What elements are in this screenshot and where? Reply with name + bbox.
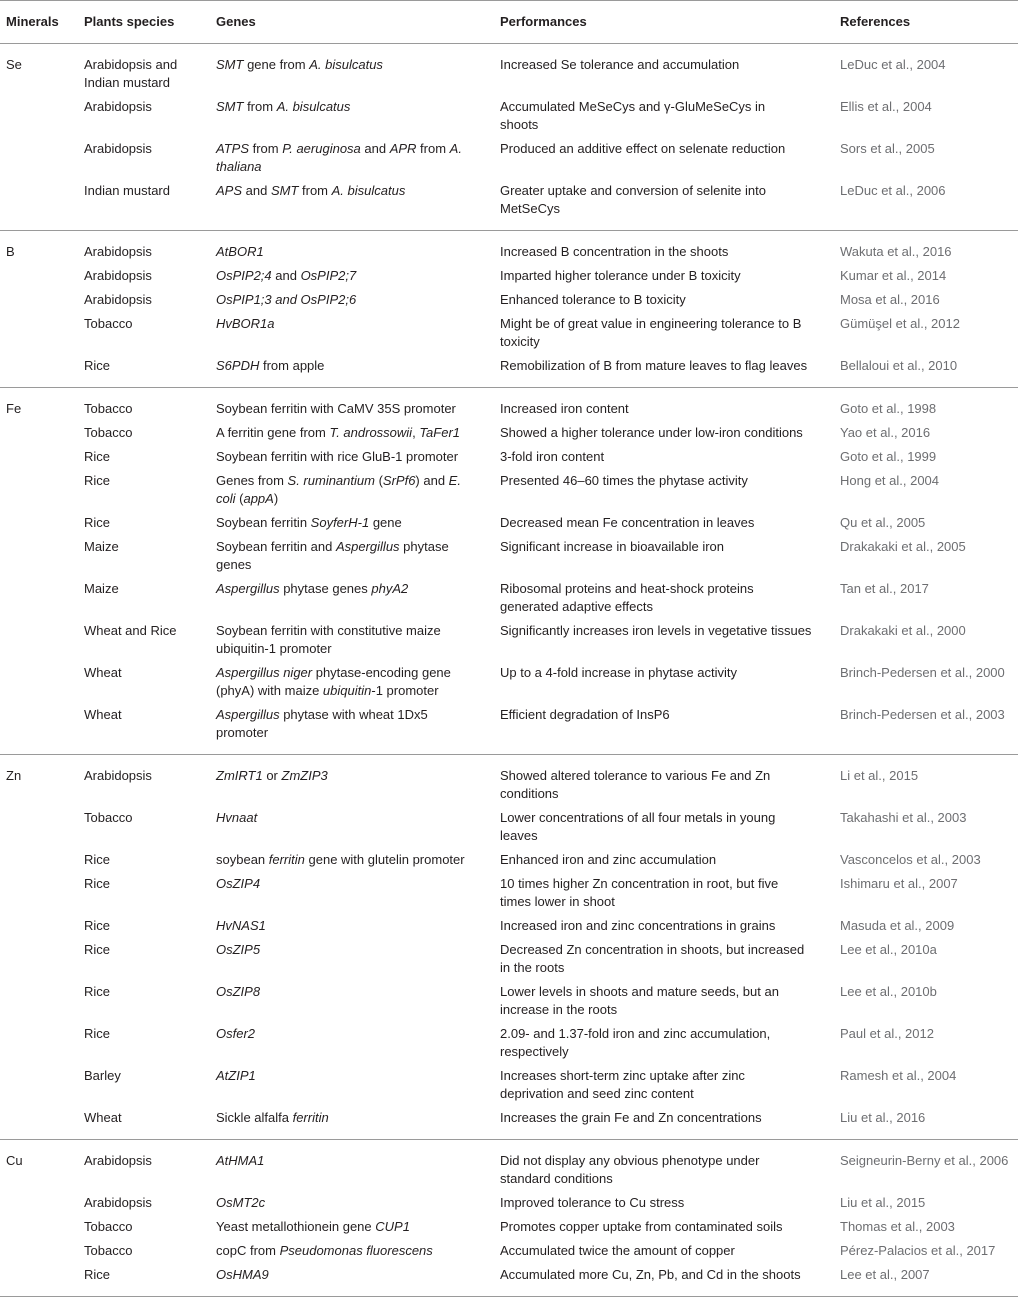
performance-cell: Showed altered tolerance to various Fe and Zn conditions [500,768,771,801]
performance-cell: Increased iron content [500,401,629,416]
table-header [0,1,1018,44]
plant-species-cell: Maize [84,539,119,554]
header-performances: Performances [494,1,834,44]
table-row [0,140,1018,182]
gene-text-segment: copC from [216,1243,280,1258]
gene-text-segment: soybean [216,852,269,867]
gene-text-segment: ZmIRT1 [216,768,263,783]
performance-cell: 3-fold iron content [500,449,605,464]
gene-text-segment: ferritin [268,852,305,867]
reference-cell: Ellis et al., 2004 [840,99,932,114]
mineral-cell [0,472,78,514]
table-row [0,1109,1018,1140]
performance-cell: Decreased mean Fe concentration in leaves [500,515,755,530]
mineral-cell [0,664,78,706]
mineral-cell [0,983,78,1025]
genes-cell [210,1266,494,1297]
gene-text-segment: ZmZIP3 [281,768,328,783]
performance-cell: Accumulated MeSeCys and γ-GluMeSeCys in shoots [500,99,766,132]
performance-cell: Might be of great value in engineering tolerance to B toxicity [500,316,802,349]
performance-cell: Up to a 4-fold increase in phytase activity [500,665,738,680]
gene-text-segment: appA [243,491,274,506]
gene-text-segment: Hvnaat [216,810,258,825]
genes-cell [210,941,494,983]
gene-text-segment: Soybean ferritin with constitutive maize ubiquitin-1 promoter [216,623,441,656]
gene-text-segment: OsZIP8 [216,984,261,999]
gene-text-segment: SoyferH-1 [310,515,370,530]
gene-text-segment: gene from [243,57,310,72]
gene-text-segment: from [416,141,450,156]
reference-cell: Lee et al., 2007 [834,1266,1018,1297]
genes-cell [210,1140,494,1195]
reference-cell: Kumar et al., 2014 [840,268,947,283]
mineral-cell [0,514,78,538]
reference-cell: LeDuc et al., 2004 [840,57,946,72]
mineral-cell: Zn [6,768,22,783]
table-row [0,875,1018,917]
plant-species-cell: Rice [78,1266,210,1297]
gene-text-segment: from apple [259,358,325,373]
mineral-cell [0,140,78,182]
gene-text-segment: TaFer1 [419,425,461,440]
table-row [0,291,1018,315]
genes-cell [210,755,494,810]
gene-text-segment: SMT [216,99,244,114]
gene-text-segment: AtHMA1 [216,1153,265,1168]
plant-species-cell: Rice [78,357,210,388]
gene-text-segment: and [271,268,301,283]
gene-text-segment: OsHMA9 [216,1267,269,1282]
performance-cell: Significant increase in bioavailable iron [500,539,725,554]
genes-cell [210,448,494,472]
gene-text-segment: ) and [415,473,449,488]
genes-cell [210,315,494,357]
performance-cell: Enhanced iron and zinc accumulation [500,852,717,867]
genes-cell [210,1218,494,1242]
reference-cell: Seigneurin-Berny et al., 2006 [840,1153,1009,1168]
reference-cell: Lee et al., 2010b [840,984,937,999]
plant-species-cell: Rice [84,852,111,867]
reference-cell: Liu et al., 2016 [834,1109,1018,1140]
plant-species-cell: Tobacco [84,425,133,440]
mineral-cell [0,1109,78,1140]
performance-cell: Imparted higher tolerance under B toxicity [500,268,741,283]
gene-text-segment: A. bisulcatus [331,183,406,198]
header-references: References [834,1,1018,44]
gene-text-segment: Aspergillus niger [216,665,313,680]
table-row [0,664,1018,706]
gene-text-segment: A. thaliana [216,141,462,174]
genes-cell [210,388,494,425]
plant-species-cell: Barley [84,1068,121,1083]
plant-species-cell: Tobacco [84,810,133,825]
reference-cell: Pérez-Palacios et al., 2017 [840,1243,996,1258]
gene-text-segment: ferritin [292,1110,329,1125]
plant-species-cell: Rice [84,449,111,464]
gene-text-segment: Osfer2 [216,1026,256,1041]
table-row [0,1025,1018,1067]
performance-cell: Decreased Zn concentration in shoots, but increased in the roots [500,942,805,975]
mineral-cell [0,851,78,875]
genes-cell [210,1109,494,1140]
plant-species-cell: Arabidopsis [84,1153,152,1168]
gene-text-segment: and [242,183,271,198]
mineral-cell [0,448,78,472]
gene-text-segment: APS [216,183,243,198]
genes-cell [210,1025,494,1067]
genes-cell [210,851,494,875]
mineral-cell [0,1266,78,1297]
header-minerals: Minerals [0,1,78,44]
plant-species-cell: Rice [84,473,111,488]
table-row [0,44,1018,99]
performance-cell: 10 times higher Zn concentration in root, but five times lower in shoot [500,876,779,909]
gene-text-segment: E. coli [216,473,461,506]
gene-text-segment: AtBOR1 [216,244,264,259]
performance-cell: Increases the grain Fe and Zn concentrations [494,1109,834,1140]
gene-text-segment: S. ruminantium [287,473,375,488]
performance-cell: Improved tolerance to Cu stress [500,1195,685,1210]
table-row [0,538,1018,580]
table-row [0,1266,1018,1297]
genes-cell [210,917,494,941]
gene-text-segment: Aspergillus [216,707,280,722]
performance-cell: Significantly increases iron levels in vegetative tissues [500,623,812,638]
genes-cell [210,472,494,514]
plant-species-cell: Wheat [78,1109,210,1140]
table-body [0,44,1018,1297]
gene-text-segment: -1 promoter [371,683,439,698]
reference-cell: Masuda et al., 2009 [840,918,955,933]
gene-text-segment: APR [389,141,417,156]
mineral-cell [0,538,78,580]
mineral-cell: Se [6,57,22,72]
mineral-cell [0,580,78,622]
gene-text-segment: gene [369,515,402,530]
mineral-cell [0,1067,78,1109]
plant-species-cell: Wheat [78,706,210,755]
performance-cell: Enhanced tolerance to B toxicity [500,292,686,307]
table-row [0,98,1018,140]
genes-cell [210,622,494,664]
performance-cell: Did not display any obvious phenotype under standard conditions [500,1153,760,1186]
gene-text-segment: Aspergillus [216,581,280,596]
gene-text-segment: ubiquitin [322,683,372,698]
plant-species-cell: Tobacco [84,1219,133,1234]
gene-text-segment: from [243,99,277,114]
plant-species-cell: Rice [84,515,111,530]
mineral-cell [0,98,78,140]
gene-text-segment: , [412,425,420,440]
gene-text-segment: Yeast metallothionein gene [216,1219,376,1234]
gene-text-segment: from [249,141,283,156]
gene-text-segment: SMT [270,183,299,198]
table-row [0,1067,1018,1109]
performance-cell: Presented 46–60 times the phytase activity [500,473,748,488]
genes-cell [210,538,494,580]
genes-cell [210,267,494,291]
reference-cell: Goto et al., 1999 [840,449,937,464]
reference-cell: Qu et al., 2005 [840,515,926,530]
gene-text-segment: OsMT2c [216,1195,266,1210]
gene-text-segment: gene with glutelin promoter [304,852,465,867]
genes-cell [210,98,494,140]
reference-cell: Vasconcelos et al., 2003 [840,852,981,867]
table-row [0,1194,1018,1218]
genes-cell [210,44,494,99]
header-row [0,1,1018,44]
table-row [0,983,1018,1025]
reference-cell: Drakakaki et al., 2005 [840,539,966,554]
reference-cell: Thomas et al., 2003 [840,1219,955,1234]
gene-text-segment: HvBOR1a [216,316,275,331]
mineral-cell [0,291,78,315]
mineral-cell [0,267,78,291]
gene-text-segment: Soybean ferritin with rice GluB-1 promoter [216,449,459,464]
gene-text-segment: ( [235,491,244,506]
reference-cell: LeDuc et al., 2006 [834,182,1018,231]
gene-text-segment: SMT [216,57,244,72]
table-row [0,267,1018,291]
plant-species-cell: Arabidopsis [84,268,152,283]
table-row [0,388,1018,425]
reference-cell: Bellaloui et al., 2010 [834,357,1018,388]
genes-cell [210,706,494,755]
plant-species-cell: Arabidopsis [84,244,152,259]
reference-cell: Paul et al., 2012 [840,1026,934,1041]
performance-cell: Increased Se tolerance and accumulation [500,57,740,72]
plant-species-cell: Arabidopsis [84,141,152,156]
plant-species-cell: Arabidopsis [84,292,152,307]
gene-text-segment: Pseudomonas fluorescens [279,1243,433,1258]
table-row [0,941,1018,983]
plant-species-cell: Maize [84,581,119,596]
gene-text-segment: OsPIP2;7 [300,268,357,283]
gene-text-segment: CUP1 [375,1219,410,1234]
reference-cell: Sors et al., 2005 [840,141,935,156]
performance-cell: Greater uptake and conversion of selenite into MetSeCys [494,182,834,231]
gene-text-segment: S6PDH [216,358,260,373]
gene-text-segment: phytase genes [279,581,372,596]
performance-cell: Increased iron and zinc concentrations in grains [500,918,776,933]
gene-text-segment: phyA2 [371,581,409,596]
plant-species-cell: Arabidopsis and Indian mustard [84,57,178,90]
gene-text-segment: phytase genes [216,539,449,572]
gene-text-segment: and [360,141,390,156]
genes-cell [210,580,494,622]
mineral-cell: B [6,244,15,259]
mineral-cell [0,1025,78,1067]
reference-cell: Goto et al., 1998 [840,401,937,416]
header-genes: Genes [210,1,494,44]
mineral-cell [0,622,78,664]
performance-cell: Promotes copper uptake from contaminated soils [500,1219,783,1234]
performance-cell: Remobilization of B from mature leaves to flag leaves [494,357,834,388]
mineral-cell [0,1242,78,1266]
reference-cell: Gümüşel et al., 2012 [840,316,960,331]
plant-species-cell: Wheat [84,665,122,680]
genes-cell [210,809,494,851]
mineral-cell [0,941,78,983]
gene-text-segment: from [298,183,332,198]
mineral-cell [0,182,78,231]
genes-cell [210,1067,494,1109]
gene-text-segment: A. bisulcatus [309,57,383,72]
mineral-cell [0,357,78,388]
mineral-cell [0,917,78,941]
gene-text-segment: or [262,768,282,783]
gene-text-segment: OsZIP5 [216,942,261,957]
performance-cell: Increased B concentration in the shoots [500,244,729,259]
reference-cell: Brinch-Pedersen et al., 2003 [834,706,1018,755]
table-row [0,1218,1018,1242]
mineral-cell [0,424,78,448]
reference-cell: Lee et al., 2010a [840,942,937,957]
header-plants-species: Plants species [78,1,210,44]
mineral-cell [0,1218,78,1242]
table-row [0,424,1018,448]
reference-cell: Hong et al., 2004 [840,473,940,488]
gene-text-segment: A ferritin gene from [216,425,330,440]
table-row [0,622,1018,664]
genes-cell [210,140,494,182]
mineral-cell [0,1194,78,1218]
genes-cell [210,983,494,1025]
plant-species-cell: Tobacco [84,1243,133,1258]
mineral-cell [0,315,78,357]
reference-cell: Ishimaru et al., 2007 [840,876,958,891]
table-row [0,1140,1018,1195]
reference-cell: Liu et al., 2015 [840,1195,926,1210]
table-row [0,1242,1018,1266]
genes-cell [210,424,494,448]
reference-cell: Mosa et al., 2016 [840,292,940,307]
gene-text-segment: OsPIP1;3 and OsPIP2;6 [216,292,357,307]
performance-cell: Showed a higher tolerance under low-iron conditions [500,425,803,440]
mineral-cell [0,706,78,755]
table-row [0,706,1018,755]
performance-cell: Efficient degradation of InsP6 [494,706,834,755]
mineral-cell [0,809,78,851]
gene-text-segment: AtZIP1 [216,1068,256,1083]
plant-species-cell: Rice [84,984,111,999]
gene-text-segment: SrPf6 [382,473,416,488]
table-row [0,472,1018,514]
genes-cell [210,514,494,538]
gene-text-segment: ) [273,491,279,506]
plant-species-cell: Tobacco [84,316,133,331]
performance-cell: Increases short-term zinc uptake after zinc deprivation and seed zinc content [500,1068,745,1101]
reference-cell: Wakuta et al., 2016 [840,244,952,259]
gene-text-segment: Soybean ferritin and [216,539,336,554]
gene-text-segment: phytase with wheat 1Dx5 promoter [216,707,428,740]
table-row [0,231,1018,268]
gene-text-segment: P. aeruginosa [282,141,361,156]
genes-cell [210,1194,494,1218]
plant-species-cell: Arabidopsis [84,1195,152,1210]
table-row [0,448,1018,472]
gene-text-segment: OsPIP2;4 [216,268,272,283]
genes-cell [210,357,494,388]
gene-text-segment: T. androssowii [329,425,413,440]
plant-species-cell: Rice [84,918,111,933]
gene-text-segment: A. bisulcatus [276,99,351,114]
reference-cell: Tan et al., 2017 [840,581,929,596]
genes-cell [210,1242,494,1266]
table-row [0,851,1018,875]
performance-cell: Lower levels in shoots and mature seeds, but an increase in the roots [500,984,779,1017]
performance-cell: Lower concentrations of all four metals in young leaves [500,810,776,843]
table-row [0,514,1018,538]
table-row [0,182,1018,231]
table-row [0,357,1018,388]
performance-cell: Ribosomal proteins and heat-shock proteins generated adaptive effects [500,581,754,614]
gene-text-segment: ( [374,473,383,488]
genes-cell [210,291,494,315]
mineral-cell: Cu [6,1153,23,1168]
genes-cell [210,664,494,706]
reference-cell: Li et al., 2015 [840,768,919,783]
plant-species-cell: Tobacco [84,401,133,416]
plant-species-cell: Arabidopsis [84,768,152,783]
gene-text-segment: OsZIP4 [216,876,261,891]
table-row [0,580,1018,622]
plant-species-cell: Rice [84,1026,111,1041]
gene-text-segment: Soybean ferritin with CaMV 35S promoter [216,401,456,416]
gene-text-segment: ATPS [216,141,249,156]
table-row [0,809,1018,851]
plant-species-cell: Wheat and Rice [84,623,177,638]
performance-cell: Accumulated twice the amount of copper [500,1243,735,1258]
table-row [0,917,1018,941]
table-row [0,315,1018,357]
gene-text-segment: Sickle alfalfa [216,1110,293,1125]
plant-species-cell: Rice [84,942,111,957]
reference-cell: Takahashi et al., 2003 [840,810,967,825]
mineral-cell [0,875,78,917]
gene-text-segment: Aspergillus [335,539,400,554]
mineral-cell: Fe [6,401,22,416]
plant-species-cell: Arabidopsis [84,99,152,114]
reference-cell: Brinch-Pedersen et al., 2000 [840,665,1005,680]
gene-text-segment: Genes from [216,473,288,488]
reference-cell: Ramesh et al., 2004 [840,1068,957,1083]
genes-cell [210,231,494,268]
gene-text-segment: Soybean ferritin [216,515,311,530]
table-row [0,755,1018,810]
genes-cell [210,875,494,917]
plant-species-cell: Rice [84,876,111,891]
plant-species-cell: Indian mustard [78,182,210,231]
performance-cell: Produced an additive effect on selenate reduction [500,141,786,156]
reference-cell: Yao et al., 2016 [840,425,931,440]
genes-cell [210,182,494,231]
reference-cell: Drakakaki et al., 2000 [840,623,966,638]
performance-cell: Accumulated more Cu, Zn, Pb, and Cd in the shoots [494,1266,834,1297]
gene-text-segment: HvNAS1 [216,918,266,933]
performance-cell: 2.09- and 1.37-fold iron and zinc accumulation, respectively [500,1026,771,1059]
gene-text-segment: phytase-encoding gene (phyA) with maize [216,665,451,698]
